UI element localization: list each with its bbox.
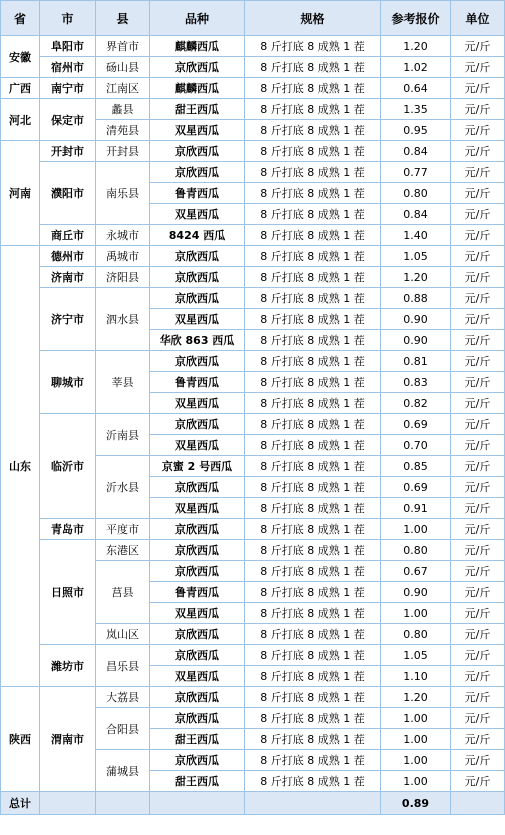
total-empty-cell — [96, 792, 150, 815]
unit-cell: 元/斤 — [451, 372, 505, 393]
unit-cell: 元/斤 — [451, 729, 505, 750]
city-cell: 临沂市 — [40, 414, 96, 519]
price-cell: 1.00 — [381, 519, 451, 540]
variety-cell: 京欣西瓜 — [150, 267, 245, 288]
variety-cell: 京欣西瓜 — [150, 477, 245, 498]
table-row — [1, 225, 505, 246]
variety-cell: 京欣西瓜 — [150, 624, 245, 645]
county-cell: 蒲城县 — [96, 750, 150, 792]
variety-cell: 京欣西瓜 — [150, 645, 245, 666]
price-cell: 0.70 — [381, 435, 451, 456]
table-row — [1, 645, 505, 666]
total-price: 0.89 — [381, 792, 451, 815]
unit-cell: 元/斤 — [451, 393, 505, 414]
variety-cell: 双星西瓜 — [150, 603, 245, 624]
spec-cell: 8 斤打底 8 成熟 1 茬 — [245, 645, 381, 666]
variety-cell: 双星西瓜 — [150, 498, 245, 519]
table-row — [1, 288, 505, 309]
table-row — [1, 540, 505, 561]
total-row — [1, 792, 505, 815]
total-empty-cell — [245, 792, 381, 815]
total-empty-cell — [150, 792, 245, 815]
county-cell: 江南区 — [96, 78, 150, 99]
price-cell: 1.00 — [381, 750, 451, 771]
city-cell: 南宁市 — [40, 78, 96, 99]
price-cell: 1.20 — [381, 687, 451, 708]
province-cell: 河南 — [1, 141, 40, 246]
unit-cell: 元/斤 — [451, 162, 505, 183]
unit-cell: 元/斤 — [451, 120, 505, 141]
unit-cell: 元/斤 — [451, 519, 505, 540]
spec-cell: 8 斤打底 8 成熟 1 茬 — [245, 267, 381, 288]
spec-cell: 8 斤打底 8 成熟 1 茬 — [245, 456, 381, 477]
city-cell: 德州市 — [40, 246, 96, 267]
spec-cell: 8 斤打底 8 成熟 1 茬 — [245, 519, 381, 540]
header-spec: 规格 — [245, 1, 381, 36]
price-cell: 1.40 — [381, 225, 451, 246]
spec-cell: 8 斤打底 8 成熟 1 茬 — [245, 624, 381, 645]
county-cell: 大荔县 — [96, 687, 150, 708]
county-cell: 清苑县 — [96, 120, 150, 141]
county-cell: 界首市 — [96, 36, 150, 57]
spec-cell: 8 斤打底 8 成熟 1 茬 — [245, 750, 381, 771]
city-cell: 聊城市 — [40, 351, 96, 414]
table-row — [1, 141, 505, 162]
price-cell: 0.90 — [381, 582, 451, 603]
city-cell: 阜阳市 — [40, 36, 96, 57]
variety-cell: 华欣 863 西瓜 — [150, 330, 245, 351]
city-cell: 潍坊市 — [40, 645, 96, 687]
unit-cell: 元/斤 — [451, 687, 505, 708]
price-cell: 0.90 — [381, 309, 451, 330]
spec-cell: 8 斤打底 8 成熟 1 茬 — [245, 183, 381, 204]
unit-cell: 元/斤 — [451, 666, 505, 687]
variety-cell: 京欣西瓜 — [150, 162, 245, 183]
table-body — [1, 36, 505, 792]
unit-cell: 元/斤 — [451, 456, 505, 477]
variety-cell: 麒麟西瓜 — [150, 36, 245, 57]
price-cell: 0.67 — [381, 561, 451, 582]
unit-cell: 元/斤 — [451, 288, 505, 309]
price-cell: 1.05 — [381, 246, 451, 267]
county-cell: 泗水县 — [96, 288, 150, 351]
spec-cell: 8 斤打底 8 成熟 1 茬 — [245, 708, 381, 729]
table-row — [1, 246, 505, 267]
spec-cell: 8 斤打底 8 成熟 1 茬 — [245, 78, 381, 99]
unit-cell: 元/斤 — [451, 267, 505, 288]
unit-cell: 元/斤 — [451, 708, 505, 729]
spec-cell: 8 斤打底 8 成熟 1 茬 — [245, 204, 381, 225]
header-province: 省 — [1, 1, 40, 36]
city-cell: 保定市 — [40, 99, 96, 141]
county-cell: 沂南县 — [96, 414, 150, 456]
spec-cell: 8 斤打底 8 成熟 1 茬 — [245, 309, 381, 330]
city-cell: 濮阳市 — [40, 162, 96, 225]
variety-cell: 鲁青西瓜 — [150, 582, 245, 603]
variety-cell: 鲁青西瓜 — [150, 372, 245, 393]
spec-cell: 8 斤打底 8 成熟 1 茬 — [245, 57, 381, 78]
unit-cell: 元/斤 — [451, 246, 505, 267]
table-row — [1, 687, 505, 708]
table-row — [1, 36, 505, 57]
variety-cell: 京欣西瓜 — [150, 561, 245, 582]
spec-cell: 8 斤打底 8 成熟 1 茬 — [245, 99, 381, 120]
variety-cell: 京欣西瓜 — [150, 141, 245, 162]
unit-cell: 元/斤 — [451, 309, 505, 330]
province-cell: 广西 — [1, 78, 40, 99]
header-variety: 品种 — [150, 1, 245, 36]
variety-cell: 京欣西瓜 — [150, 687, 245, 708]
variety-cell: 京欣西瓜 — [150, 288, 245, 309]
price-cell: 1.20 — [381, 36, 451, 57]
price-cell: 0.77 — [381, 162, 451, 183]
price-cell: 1.35 — [381, 99, 451, 120]
price-cell: 0.84 — [381, 141, 451, 162]
spec-cell: 8 斤打底 8 成熟 1 茬 — [245, 36, 381, 57]
unit-cell: 元/斤 — [451, 603, 505, 624]
variety-cell: 双星西瓜 — [150, 393, 245, 414]
unit-cell: 元/斤 — [451, 540, 505, 561]
county-cell: 济阳县 — [96, 267, 150, 288]
unit-cell: 元/斤 — [451, 435, 505, 456]
city-cell: 济南市 — [40, 267, 96, 288]
spec-cell: 8 斤打底 8 成熟 1 茬 — [245, 414, 381, 435]
unit-cell: 元/斤 — [451, 414, 505, 435]
variety-cell: 京欣西瓜 — [150, 540, 245, 561]
header-price: 参考报价 — [381, 1, 451, 36]
city-cell: 济宁市 — [40, 288, 96, 351]
unit-cell: 元/斤 — [451, 204, 505, 225]
variety-cell: 麒麟西瓜 — [150, 78, 245, 99]
price-cell: 0.80 — [381, 540, 451, 561]
spec-cell: 8 斤打底 8 成熟 1 茬 — [245, 561, 381, 582]
county-cell: 南乐县 — [96, 162, 150, 225]
spec-cell: 8 斤打底 8 成熟 1 茬 — [245, 141, 381, 162]
county-cell: 开封县 — [96, 141, 150, 162]
variety-cell: 京蜜 2 号西瓜 — [150, 456, 245, 477]
table-row — [1, 414, 505, 435]
header-row — [1, 1, 505, 36]
variety-cell: 8424 西瓜 — [150, 225, 245, 246]
spec-cell: 8 斤打底 8 成熟 1 茬 — [245, 666, 381, 687]
variety-cell: 双星西瓜 — [150, 204, 245, 225]
province-cell: 山东 — [1, 246, 40, 687]
spec-cell: 8 斤打底 8 成熟 1 茬 — [245, 771, 381, 792]
spec-cell: 8 斤打底 8 成熟 1 茬 — [245, 393, 381, 414]
city-cell: 青岛市 — [40, 519, 96, 540]
spec-cell: 8 斤打底 8 成熟 1 茬 — [245, 477, 381, 498]
table-row — [1, 99, 505, 120]
variety-cell: 双星西瓜 — [150, 120, 245, 141]
province-cell: 河北 — [1, 99, 40, 141]
city-cell: 日照市 — [40, 540, 96, 645]
unit-cell: 元/斤 — [451, 498, 505, 519]
city-cell: 商丘市 — [40, 225, 96, 246]
unit-cell: 元/斤 — [451, 225, 505, 246]
price-cell: 0.69 — [381, 477, 451, 498]
price-cell: 0.80 — [381, 624, 451, 645]
price-cell: 1.20 — [381, 267, 451, 288]
spec-cell: 8 斤打底 8 成熟 1 茬 — [245, 582, 381, 603]
price-cell: 0.88 — [381, 288, 451, 309]
header-unit: 单位 — [451, 1, 505, 36]
variety-cell: 京欣西瓜 — [150, 414, 245, 435]
variety-cell: 双星西瓜 — [150, 435, 245, 456]
header-city: 市 — [40, 1, 96, 36]
table-row — [1, 351, 505, 372]
price-cell: 1.00 — [381, 771, 451, 792]
spec-cell: 8 斤打底 8 成熟 1 茬 — [245, 729, 381, 750]
unit-cell: 元/斤 — [451, 330, 505, 351]
spec-cell: 8 斤打底 8 成熟 1 茬 — [245, 246, 381, 267]
county-cell: 岚山区 — [96, 624, 150, 645]
unit-cell: 元/斤 — [451, 36, 505, 57]
spec-cell: 8 斤打底 8 成熟 1 茬 — [245, 351, 381, 372]
unit-cell: 元/斤 — [451, 750, 505, 771]
city-cell: 宿州市 — [40, 57, 96, 78]
unit-cell: 元/斤 — [451, 57, 505, 78]
table-row — [1, 267, 505, 288]
spec-cell: 8 斤打底 8 成熟 1 茬 — [245, 288, 381, 309]
unit-cell: 元/斤 — [451, 477, 505, 498]
city-cell: 渭南市 — [40, 687, 96, 792]
province-cell: 陕西 — [1, 687, 40, 792]
price-cell: 0.80 — [381, 183, 451, 204]
variety-cell: 双星西瓜 — [150, 666, 245, 687]
spec-cell: 8 斤打底 8 成熟 1 茬 — [245, 540, 381, 561]
spec-cell: 8 斤打底 8 成熟 1 茬 — [245, 498, 381, 519]
table-row — [1, 78, 505, 99]
county-cell: 东港区 — [96, 540, 150, 561]
spec-cell: 8 斤打底 8 成熟 1 茬 — [245, 225, 381, 246]
unit-cell: 元/斤 — [451, 183, 505, 204]
variety-cell: 甜王西瓜 — [150, 729, 245, 750]
variety-cell: 京欣西瓜 — [150, 750, 245, 771]
table-row — [1, 519, 505, 540]
variety-cell: 京欣西瓜 — [150, 708, 245, 729]
variety-cell: 甜王西瓜 — [150, 771, 245, 792]
province-cell: 安徽 — [1, 36, 40, 78]
header-county: 县 — [96, 1, 150, 36]
price-cell: 1.10 — [381, 666, 451, 687]
county-cell: 莒县 — [96, 561, 150, 624]
unit-cell: 元/斤 — [451, 624, 505, 645]
variety-cell: 京欣西瓜 — [150, 246, 245, 267]
total-empty-cell — [451, 792, 505, 815]
county-cell: 昌乐县 — [96, 645, 150, 687]
price-cell: 0.83 — [381, 372, 451, 393]
variety-cell: 双星西瓜 — [150, 309, 245, 330]
price-cell: 0.84 — [381, 204, 451, 225]
price-cell: 0.69 — [381, 414, 451, 435]
county-cell: 平度市 — [96, 519, 150, 540]
county-cell: 蠡县 — [96, 99, 150, 120]
county-cell: 砀山县 — [96, 57, 150, 78]
county-cell: 合阳县 — [96, 708, 150, 750]
spec-cell: 8 斤打底 8 成熟 1 茬 — [245, 435, 381, 456]
price-cell: 0.95 — [381, 120, 451, 141]
unit-cell: 元/斤 — [451, 351, 505, 372]
spec-cell: 8 斤打底 8 成熟 1 茬 — [245, 330, 381, 351]
unit-cell: 元/斤 — [451, 561, 505, 582]
price-cell: 0.81 — [381, 351, 451, 372]
price-cell: 1.02 — [381, 57, 451, 78]
price-cell: 0.85 — [381, 456, 451, 477]
unit-cell: 元/斤 — [451, 78, 505, 99]
price-cell: 1.00 — [381, 729, 451, 750]
unit-cell: 元/斤 — [451, 582, 505, 603]
unit-cell: 元/斤 — [451, 99, 505, 120]
price-cell: 1.00 — [381, 603, 451, 624]
price-cell: 0.64 — [381, 78, 451, 99]
spec-cell: 8 斤打底 8 成熟 1 茬 — [245, 162, 381, 183]
variety-cell: 京欣西瓜 — [150, 519, 245, 540]
variety-cell: 鲁青西瓜 — [150, 183, 245, 204]
spec-cell: 8 斤打底 8 成熟 1 茬 — [245, 687, 381, 708]
price-cell: 0.91 — [381, 498, 451, 519]
unit-cell: 元/斤 — [451, 645, 505, 666]
spec-cell: 8 斤打底 8 成熟 1 茬 — [245, 372, 381, 393]
table-row — [1, 57, 505, 78]
price-cell: 0.90 — [381, 330, 451, 351]
total-label: 总计 — [1, 792, 40, 815]
county-cell: 禹城市 — [96, 246, 150, 267]
variety-cell: 甜王西瓜 — [150, 99, 245, 120]
spec-cell: 8 斤打底 8 成熟 1 茬 — [245, 603, 381, 624]
city-cell: 开封市 — [40, 141, 96, 162]
county-cell: 永城市 — [96, 225, 150, 246]
price-cell: 1.05 — [381, 645, 451, 666]
unit-cell: 元/斤 — [451, 771, 505, 792]
variety-cell: 京欣西瓜 — [150, 57, 245, 78]
unit-cell: 元/斤 — [451, 141, 505, 162]
variety-cell: 京欣西瓜 — [150, 351, 245, 372]
county-cell: 莘县 — [96, 351, 150, 414]
price-cell: 1.00 — [381, 708, 451, 729]
spec-cell: 8 斤打底 8 成熟 1 茬 — [245, 120, 381, 141]
total-empty-cell — [40, 792, 96, 815]
price-cell: 0.82 — [381, 393, 451, 414]
county-cell: 沂水县 — [96, 456, 150, 519]
table-row — [1, 162, 505, 183]
